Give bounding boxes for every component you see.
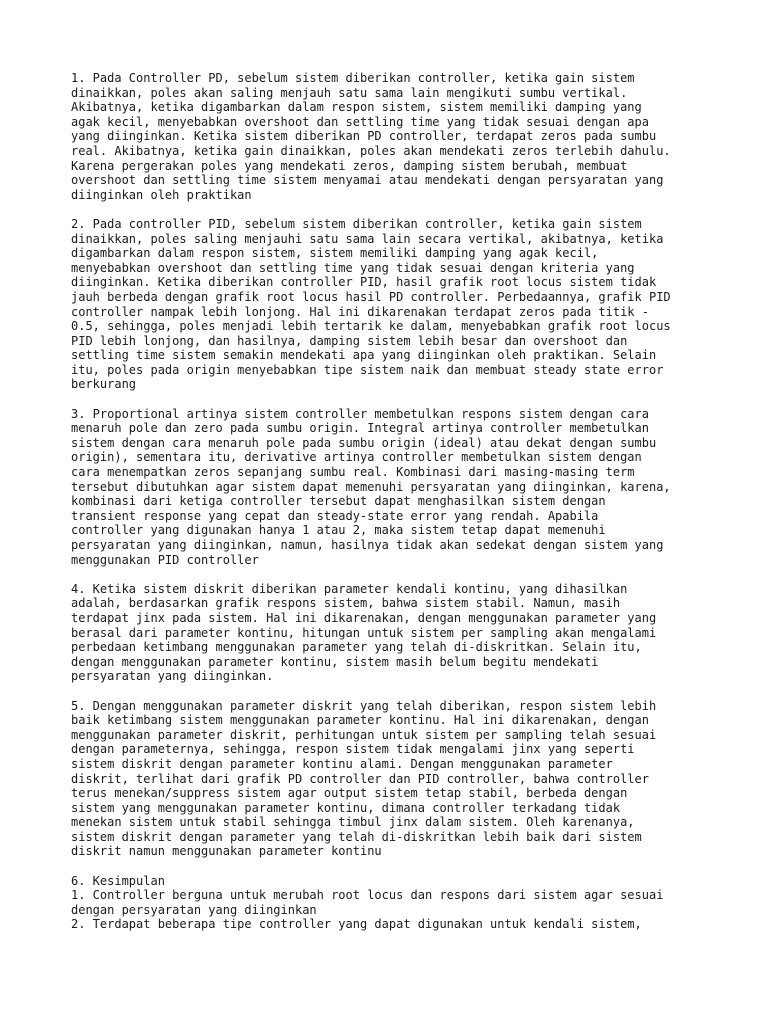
- text-line: jauh berbeda dengan grafik root locus hasil PD controller. Perbedaannya, grafik PID: [71, 289, 671, 304]
- paragraph-6: [71, 874, 711, 932]
- text-line: dengan parameternya, sehingga, respon sistem tidak mengalami jinx yang seperti: [71, 742, 635, 757]
- text-line: overshoot dan settling time sistem menyamai atau mendekati dengan persyaratan yang: [71, 173, 664, 188]
- text-line: 1. Pada Controller PD, sebelum sistem diberikan controller, ketika gain sistem: [71, 71, 635, 85]
- text-line: controller yang digunakan hanya 1 atau 2, maka sistem tetap dapat memenuhi: [71, 523, 606, 538]
- text-line: dengan menggunakan parameter kontinu, sistem masih belum begitu mendekati: [71, 654, 599, 669]
- text-line: sistem diskrit dengan parameter yang telah di-diskritkan lebih baik dari sistem: [71, 829, 642, 844]
- text-line: menaruh pole dan zero pada sumbu origin. Integral artinya controller membetulkan: [71, 421, 649, 436]
- text-line: dinaikkan, poles saling menjauhi satu sama lain secara vertikal, akibatnya, ketika: [71, 231, 664, 246]
- text-line: menyebabkan overshoot dan settling time yang tidak sesuai dengan kriteria yang: [71, 260, 635, 275]
- text-line: 6. Kesimpulan: [71, 873, 165, 888]
- paragraph-1: [71, 71, 711, 202]
- paragraph-3: [71, 407, 711, 568]
- paragraph-2: [71, 217, 711, 392]
- text-line: 2. Terdapat beberapa tipe controller yang dapat digunakan untuk kendali sistem,: [71, 917, 642, 932]
- text-line: sistem dengan cara menaruh pole pada sumbu origin (ideal) atau dekat dengan sumbu: [71, 435, 657, 450]
- text-line: cara menempatkan zeros sepanjang sumbu real. Kombinasi dari masing-masing term: [71, 465, 635, 480]
- text-line: real. Akibatnya, ketika gain dinaikkan, poles akan mendekati zeros terlebih dahulu.: [71, 143, 671, 158]
- text-line: 4. Ketika sistem diskrit diberikan parameter kendali kontinu, yang dihasilkan: [71, 581, 628, 596]
- text-line: sistem yang menggunakan parameter kontinu, dimana controller terkadang tidak: [71, 800, 621, 815]
- text-line: menggunakan parameter diskrit, perhitungan untuk sistem per sampling telah sesuai: [71, 727, 657, 742]
- text-line: menekan sistem untuk stabil sehingga timbul jinx dalam sistem. Oleh karenanya,: [71, 815, 635, 830]
- text-line: origin), sementara itu, derivative artinya controller membetulkan sistem dengan: [71, 450, 642, 465]
- text-line: 2. Pada controller PID, sebelum sistem diberikan controller, ketika gain sistem: [71, 216, 642, 231]
- text-line: agak kecil, menyebabkan overshoot dan settling time yang tidak sesuai dengan apa: [71, 114, 649, 129]
- text-line: dinaikkan, poles akan saling menjauh satu sama lain mengikuti sumbu vertikal.: [71, 85, 628, 100]
- text-line: 5. Dengan menggunakan parameter diskrit yang telah diberikan, respon sistem lebih: [71, 698, 657, 713]
- text-line: persyaratan yang diinginkan.: [71, 669, 274, 684]
- text-line: dengan persyaratan yang diinginkan: [71, 902, 317, 917]
- text-line: itu, poles pada origin menyebabkan tipe sistem naik dan membuat steady state error: [71, 362, 664, 377]
- text-line: menggunakan PID controller: [71, 552, 259, 567]
- text-line: terus menekan/suppress sistem agar output sistem tetap stabil, berbeda dengan: [71, 786, 628, 801]
- text-line: terdapat jinx pada sistem. Hal ini dikarenakan, dengan menggunakan parameter yang: [71, 610, 657, 625]
- text-line: persyaratan yang diinginkan, namun, hasilnya tidak akan sedekat dengan sistem yang: [71, 538, 664, 552]
- text-line: kombinasi dari ketiga controller tersebut dapat menghasilkan sistem dengan: [71, 494, 606, 509]
- text-line: controller nampak lebih lonjong. Hal ini dikarenakan terdapat zeros pada titik -: [71, 304, 649, 319]
- text-line: 3. Proportional artinya sistem controller membetulkan respons sistem dengan cara: [71, 406, 649, 421]
- text-line: Karena pergerakan poles yang mendekati zeros, damping sistem berubah, membuat: [71, 158, 628, 173]
- text-line: diskrit, terlihat dari grafik PD controller dan PID controller, bahwa controller: [71, 771, 649, 786]
- document-page: [71, 71, 711, 932]
- text-line: 0.5, sehingga, poles menjadi lebih tertarik ke dalam, menyebabkan grafik root locus: [71, 319, 671, 334]
- text-line: perbedaan ketimbang menggunakan parameter yang telah di-diskritkan. Selain itu,: [71, 640, 642, 655]
- text-line: tersebut dibutuhkan agar sistem dapat memenuhi persyaratan yang diinginkan, karena,: [71, 479, 671, 494]
- text-line: 1. Controller berguna untuk merubah root locus dan respons dari sistem agar sesuai: [71, 888, 664, 903]
- text-line: adalah, berdasarkan grafik respons sistem, bahwa sistem stabil. Namun, masih: [71, 596, 621, 611]
- paragraph-4: [71, 582, 711, 684]
- text-line: berkurang: [71, 377, 137, 392]
- text-line: diinginkan oleh praktikan: [71, 187, 252, 202]
- text-line: PID lebih lonjong, dan hasilnya, damping sistem lebih besar dan overshoot dan: [71, 333, 628, 348]
- text-line: diinginkan. Ketika diberikan controller PID, hasil grafik root locus sistem tidak: [71, 275, 657, 290]
- text-line: Akibatnya, ketika digambarkan dalam respon sistem, sistem memiliki damping yang: [71, 100, 642, 115]
- text-line: diskrit namun menggunakan parameter kontinu: [71, 844, 382, 859]
- text-line: settling time sistem semakin mendekati apa yang diinginkan oleh praktikan. Selain: [71, 348, 657, 363]
- text-line: sistem diskrit dengan parameter kontinu alami. Dengan menggunakan parameter: [71, 756, 613, 771]
- text-line: berasal dari parameter kontinu, hitungan untuk sistem per sampling akan mengalami: [71, 625, 657, 640]
- paragraph-5: [71, 699, 711, 860]
- text-line: baik ketimbang sistem menggunakan parameter kontinu. Hal ini dikarenakan, dengan: [71, 713, 649, 728]
- text-line: yang diinginkan. Ketika sistem diberikan PD controller, terdapat zeros pada sumbu: [71, 129, 657, 144]
- text-line: transient response yang cepat dan steady-state error yang rendah. Apabila: [71, 508, 599, 523]
- text-line: digambarkan dalam respon sistem, sistem memiliki damping yang agak kecil,: [71, 246, 599, 261]
